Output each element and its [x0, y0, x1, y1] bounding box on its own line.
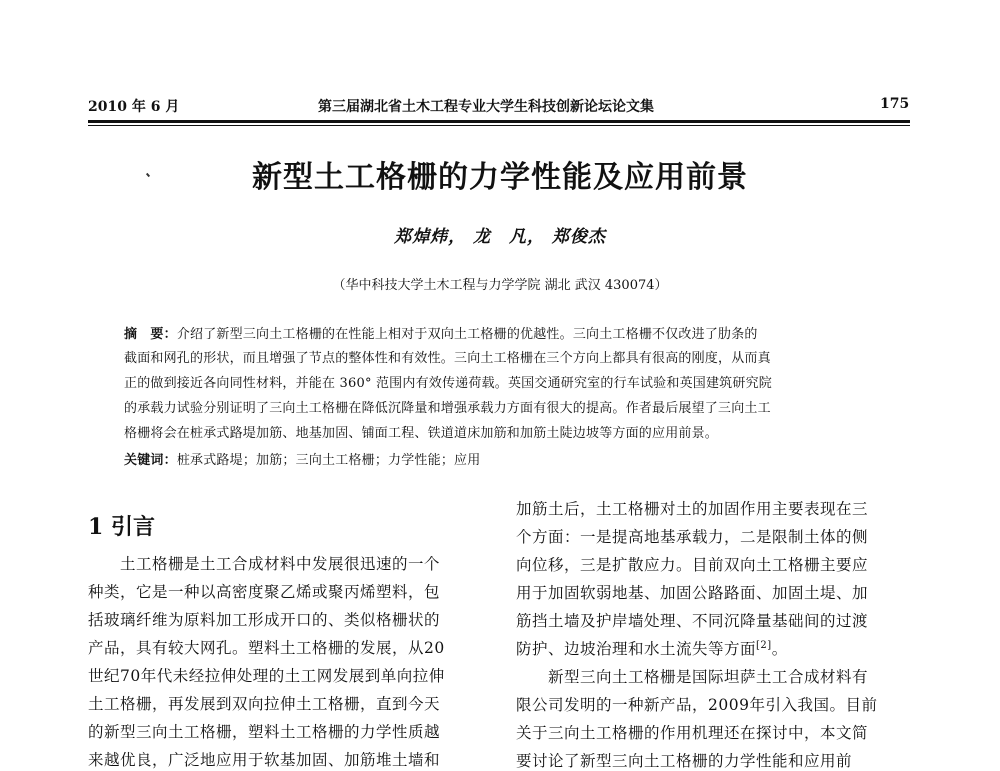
right-column-line: 要讨论了新型三向土工格栅的力学性能和应用前 — [516, 752, 853, 770]
header-journal: 第三届湖北省土木工程专业大学生科技创新论坛论文集 — [318, 99, 654, 115]
right-column-line: 筋挡土墙及护岸墙处理、不同沉降量基础间的过渡 — [516, 612, 869, 630]
header-rule-thick — [88, 120, 910, 123]
right-column-line: 新型三向土工格栅是国际坦萨土工合成材料有 — [516, 668, 869, 686]
keywords-line — [124, 449, 480, 468]
abstract-line: 的承载力试验分别证明了三向土工格栅在降低沉降量和增强承载力方面有很大的提高。作者最后展望了三向土工 — [124, 401, 771, 416]
left-column-line: 括玻璃纤维为原料加工形成开口的、类似格栅状的 — [88, 611, 441, 629]
left-column-line: 土工格栅，再发展到双向拉伸土工格栅，直到今天 — [88, 695, 441, 713]
left-column-line: 产品，具有较大网孔。塑料土工格栅的发展，从20 — [88, 639, 445, 657]
abstract-line — [124, 323, 758, 342]
right-column-line: 加筋土后，土工格栅对土的加固作用主要表现在三 — [516, 500, 869, 518]
left-column-line: 来越优良，广泛地应用于软基加固、加筋堆土墙和 — [88, 751, 441, 769]
right-column-text: 。 — [771, 640, 788, 658]
header-rule-thin — [88, 125, 910, 126]
abstract-line: 正的做到接近各向同性材料，并能在 360° 范围内有效传递荷载。英国交通研究室的行车试验和英国建筑研究院 — [124, 376, 772, 391]
right-column-line: 向位移，三是扩散应力。目前双向土工格栅主要应 — [516, 556, 869, 574]
keywords-text: 桩承式路堤；加筋；三向土工格栅；力学性能；应用 — [176, 453, 481, 468]
paper-affiliation: （华中科技大学土木工程与力学学院 湖北 武汉 430074） — [332, 278, 668, 293]
right-column-text: 防护、边坡治理和水土流失等方面 — [516, 640, 757, 658]
header-page-number: 175 — [880, 96, 910, 112]
abstract-text: 介绍了新型三向土工格栅的在性能上相对于双向土工格栅的优越性。三向土工格栅不仅改进了肋条的 — [176, 327, 758, 342]
abstract-label: 摘 要： — [124, 327, 177, 342]
right-column-line: 用于加固软弱地基、加固公路路面、加固土堤、加 — [516, 584, 869, 602]
paper-authors: 郑焯炜， 龙 凡， 郑俊杰 — [394, 227, 606, 247]
left-column-line: 世纪70年代未经拉伸处理的土工网发展到单向拉伸 — [88, 667, 445, 685]
left-column-line: 的新型三向土工格栅，塑料土工格栅的力学性质越 — [88, 723, 441, 741]
citation-ref: [2] — [756, 639, 772, 651]
right-column-line — [516, 637, 788, 659]
right-column-line: 关于三向土工格栅的作用机理还在探讨中，本文简 — [516, 724, 869, 742]
abstract-line: 格栅将会在桩承式路堤加筋、地基加固、铺面工程、铁道道床加筋和加筋土陡边坡等方面的应用前景。 — [124, 426, 719, 441]
keywords-label: 关键词： — [124, 453, 177, 468]
section-heading: 1 引言 — [88, 514, 155, 540]
right-column-line: 个方面：一是提高地基承载力，二是限制土体的侧 — [516, 528, 869, 546]
left-column-line: 种类，它是一种以高密度聚乙烯或聚丙烯塑料，包 — [88, 583, 441, 601]
paper-title: 新型土工格栅的力学性能及应用前景 — [252, 160, 748, 195]
abstract-line: 截面和网孔的形状，而且增强了节点的整体性和有效性。三向土工格栅在三个方向上都具有很高的刚度，从而真 — [124, 351, 771, 366]
right-column-line: 限公司发明的一种新产品，2009年引入我国。目前 — [516, 696, 878, 714]
left-column-line: 土工格栅是土工合成材料中发展很迅速的一个 — [88, 555, 441, 573]
header-date: 2010 年 6 月 — [88, 99, 180, 115]
